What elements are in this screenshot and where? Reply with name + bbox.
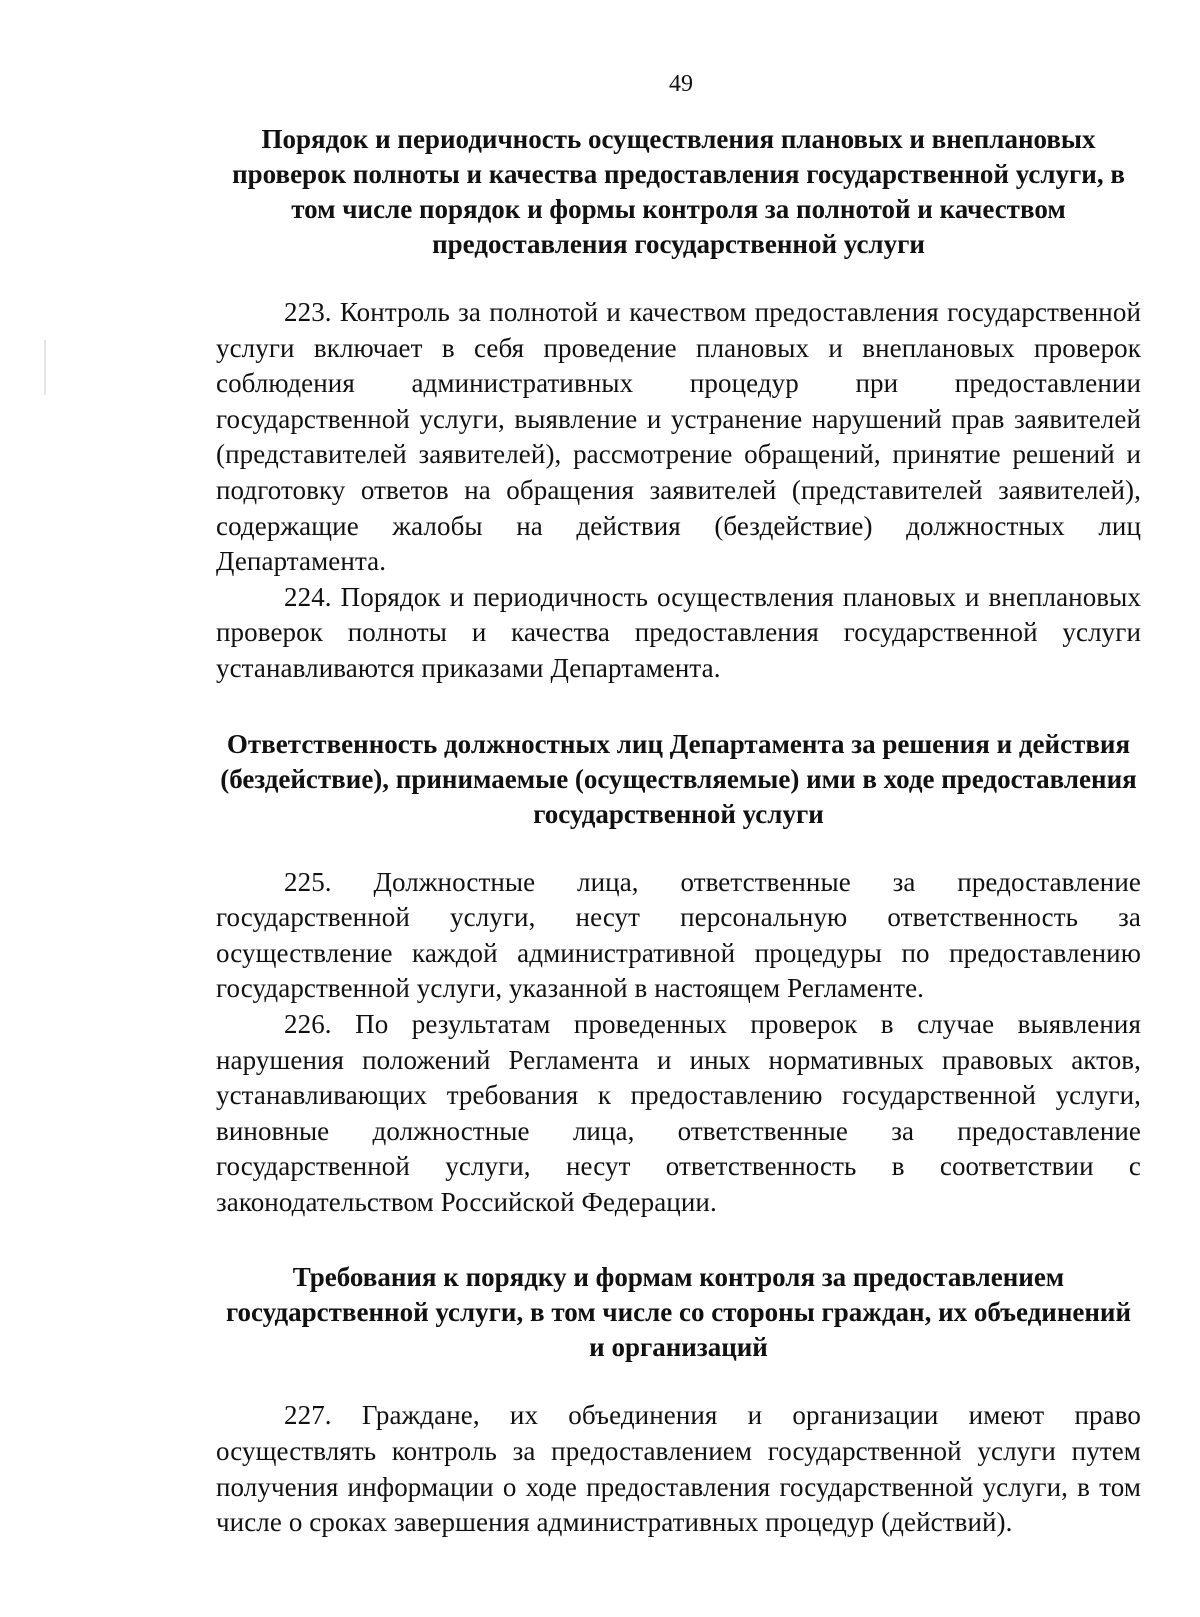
section-inspection-procedure — [216, 122, 1141, 687]
section-heading: Порядок и периодичность осуществления плановых и внеплановых проверок полноты и качества предоставления государственной услуги, в том числе порядок и формы контроля за полнотой и качеством предоставления государственной услуги — [232, 124, 1125, 259]
section-heading: Ответственность должностных лиц Департамента за решения и действия (бездействие), принимаемые (осуществляемые) ими в ходе предоставления государственной услуги — [220, 728, 1137, 829]
page-number: 49 — [669, 71, 693, 97]
paragraph-227: 227. Граждане, их объединения и организации имеют право осуществлять контроль за предоставлением государственной услуги путем получения информации о ходе предоставления государственной услуги, в том числе о сроках завершения административных процедур (действий). — [216, 1400, 1141, 1538]
section-heading: Требования к порядку и формам контроля за предоставлением государственной услуги, в том числе со стороны граждан, их объединений и организаций — [225, 1262, 1132, 1363]
section-official-responsibility — [216, 727, 1141, 1221]
paragraph-225: 225. Должностные лица, ответственные за предоставление государственной услуги, несут персональную ответственность за осуществление каждой административной процедуры по предоставлению государственной услуги, указанной в настоящем Регламенте. — [216, 866, 1141, 1004]
document-body — [216, 122, 1141, 1541]
scan-edge-mark — [44, 340, 46, 395]
section-control-requirements — [216, 1260, 1141, 1540]
paragraph-224: 224. Порядок и периодичность осуществления плановых и внеплановых проверок полноты и качества предоставления государственной услуги устанавливаются приказами Департамента. — [216, 581, 1141, 683]
paragraph-223: 223. Контроль за полнотой и качеством предоставления государственной услуги включает в себя проведение плановых и внеплановых проверок соблюдения административных процедур при предоставлении государственной услуги, выявление и устранение нарушений прав заявителей (представителей заявителей), рассмотрение обращений, принятие решений и подготовку ответов на обращения заявителей (представителей заявителей), содержащие жалобы на действия (бездействие) должностных лиц Департамента. — [216, 297, 1141, 577]
paragraph-226: 226. По результатам проведенных проверок в случае выявления нарушения положений Регламента и иных нормативных правовых актов, устанавливающих требования к предоставлению государственной услуги, виновные должностные лица, ответственные за предоставление государственной услуги, несут ответственность в соответствии с законодательством Российской Федерации. — [216, 1008, 1141, 1217]
